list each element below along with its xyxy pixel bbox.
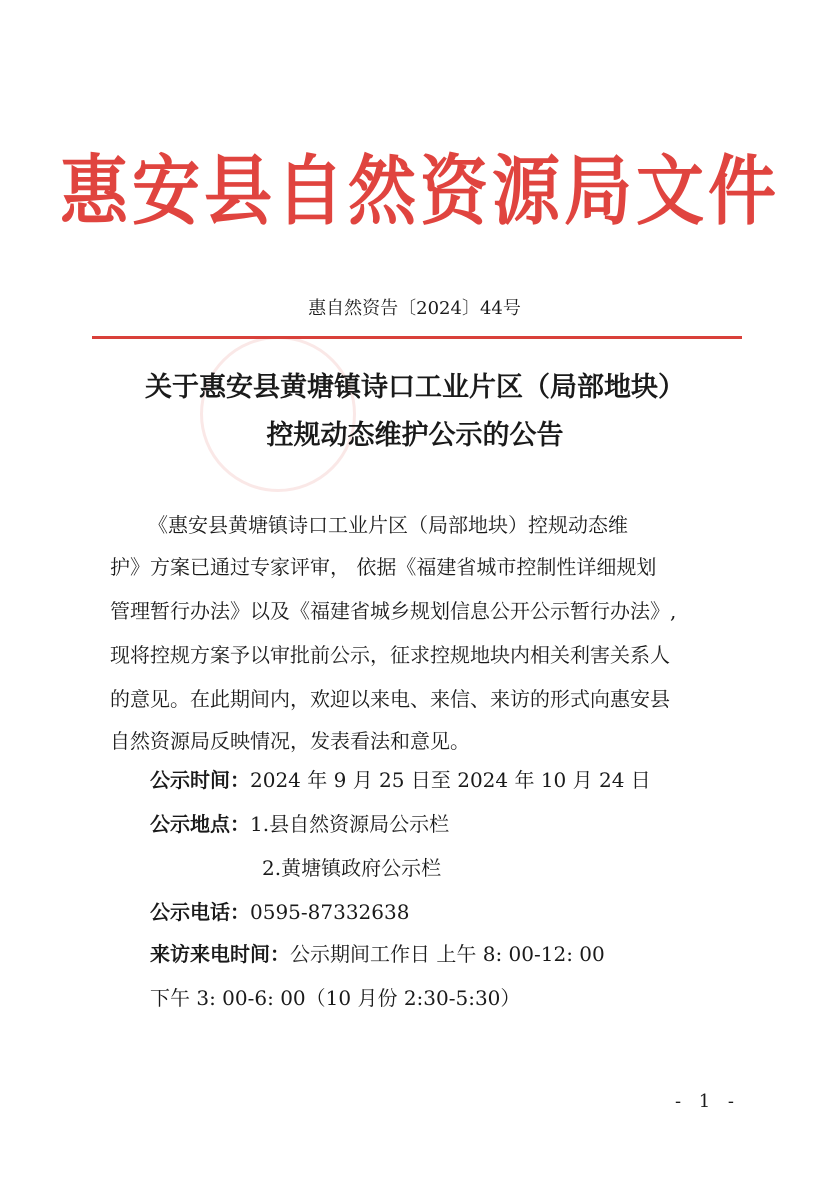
body-line: 的意见。在此期间内，欢迎以来电、来信、来访的形式向惠安县: [110, 687, 670, 711]
faint-seal-stamp: [200, 336, 356, 492]
title-line-2: 控规动态维护公示的公告: [266, 420, 564, 451]
notice-phone-row: [150, 897, 409, 927]
notice-phone-label: 公示电话：: [150, 900, 250, 924]
body-line: 管理暂行办法》以及《福建省城乡规划信息公开公示暂行办法》,: [110, 599, 677, 623]
notice-time-value: 2024 年 9 月 25 日至 2024 年 10 月 24 日: [250, 768, 651, 792]
notice-place-label: 公示地点：: [150, 812, 250, 836]
notice-place-row: [150, 809, 449, 839]
body-line: 现将控规方案予以审批前公示，征求控规地块内相关利害关系人: [110, 643, 670, 667]
visit-time-label: 来访来电时间：: [150, 942, 290, 966]
notice-phone-value: 0595-87332638: [250, 900, 410, 924]
notice-place-value-2: 2.黄塘镇政府公示栏: [262, 856, 442, 880]
notice-place-value-1: 1.县自然资源局公示栏: [250, 812, 450, 836]
body-line: 护》方案已通过专家评审， 依据《福建省城市控制性详细规划: [110, 555, 657, 579]
body-line: 《惠安县黄塘镇诗口工业片区（局部地块）控规动态维: [148, 513, 628, 537]
body-line: 自然资源局反映情况，发表看法和意见。: [110, 729, 470, 753]
red-divider: [92, 336, 742, 339]
visit-time-value: 公示期间工作日 上午 8: 00-12: 00: [290, 942, 605, 966]
visit-time-value-2: 下午 3: 00-6: 00（10 月份 2:30-5:30）: [150, 986, 521, 1010]
notice-time-row: [150, 765, 651, 795]
document-number: 惠自然资告〔2024〕44号: [308, 298, 521, 319]
page-number: - 1 -: [674, 1091, 740, 1112]
title-line-1: 关于惠安县黄塘镇诗口工业片区（局部地块）: [145, 372, 685, 403]
notice-time-label: 公示时间：: [150, 768, 250, 792]
masthead: 惠安县自然资源局文件: [60, 146, 781, 237]
visit-time-row: [150, 939, 605, 969]
